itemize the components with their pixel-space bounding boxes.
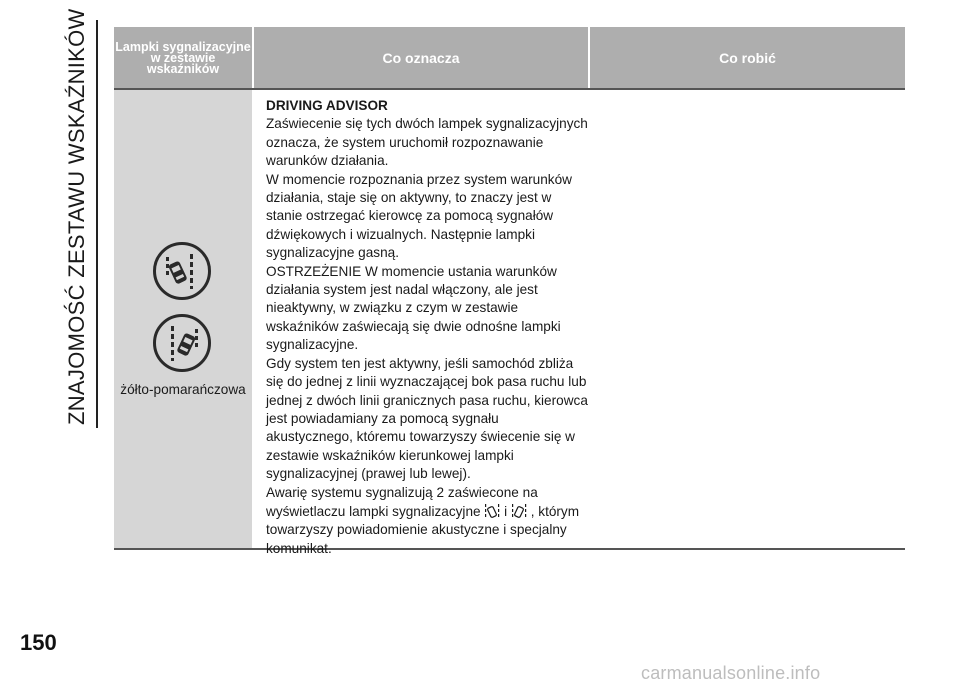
side-divider [96,20,98,428]
meaning-paragraph [266,484,588,559]
meaning-paragraph: Gdy system ten jest aktywny, jeśli samochód zbliża się do jednej z linii wyznaczającej bok pasa ruchu lub jednej z dwóch linii granicznych pasa ruchu, kierowca jest powiadamiany za pomocą sygnału akustycznego, któremu towarzyszy świecenie się w zestawie wskaźników kierunkowej lampki sygnalizacyjnej (prawej lub lewej). [266,355,588,482]
failure-text-start: Awarię systemu sygnalizują 2 zaświecone na wyświetlaczu lampki sygnalizacyjne [266,484,538,519]
failure-text-and: i [504,503,508,519]
meaning-paragraph: OSTRZEŻENIE W momencie ustania warunków działania system jest nadal włączony, ale jest nieaktywny, w związku z czym w zestawie wskaźników zaświecają się dwie odnośne lampki sygnalizacyjne. [266,263,561,353]
failure-text-end: , którym towarzyszy powiadomienie akustyczne i specjalny komunikat. [266,503,580,556]
driving-advisor-left-icon [153,314,211,372]
table-row [114,90,905,556]
meaning-heading: DRIVING ADVISOR [266,98,388,113]
meaning-cell [252,90,588,556]
lamp-cell [114,90,252,548]
section-side-title: ZNAJOMOŚĆ ZESTAWU WSKAŹNIKÓW [64,8,89,425]
driving-advisor-right-inline-icon [484,502,500,520]
watermark: carmanualsonline.info [641,663,821,683]
header-lamp: Lampki sygnalizacyjne w zestawie wskaźników [115,40,251,76]
meaning-paragraph: Zaświecenie się tych dwóch lampek sygnalizacyjnych oznacza, że system uruchomił rozpoznawanie warunków działania. [266,116,588,169]
header-meaning: Co oznacza [382,49,460,66]
table-header [114,27,905,88]
meaning-paragraph: W momencie rozpoznania przez system warunków działania, staje się on aktywny, to znaczy jest w stanie ostrzegać kierowcę za pomocą sygnałów dźwiękowych i wizualnych. Następnie lampki sygnalizacyjne gasną. [266,171,572,261]
page-number: 150 [20,630,57,655]
driving-advisor-left-inline-icon [511,502,527,520]
warning-lamp-table [114,27,905,556]
driving-advisor-right-icon [153,242,211,300]
header-action: Co robić [719,49,776,66]
action-cell [588,90,905,548]
lamp-color-label: żółto-pomarańczowa [120,382,246,397]
